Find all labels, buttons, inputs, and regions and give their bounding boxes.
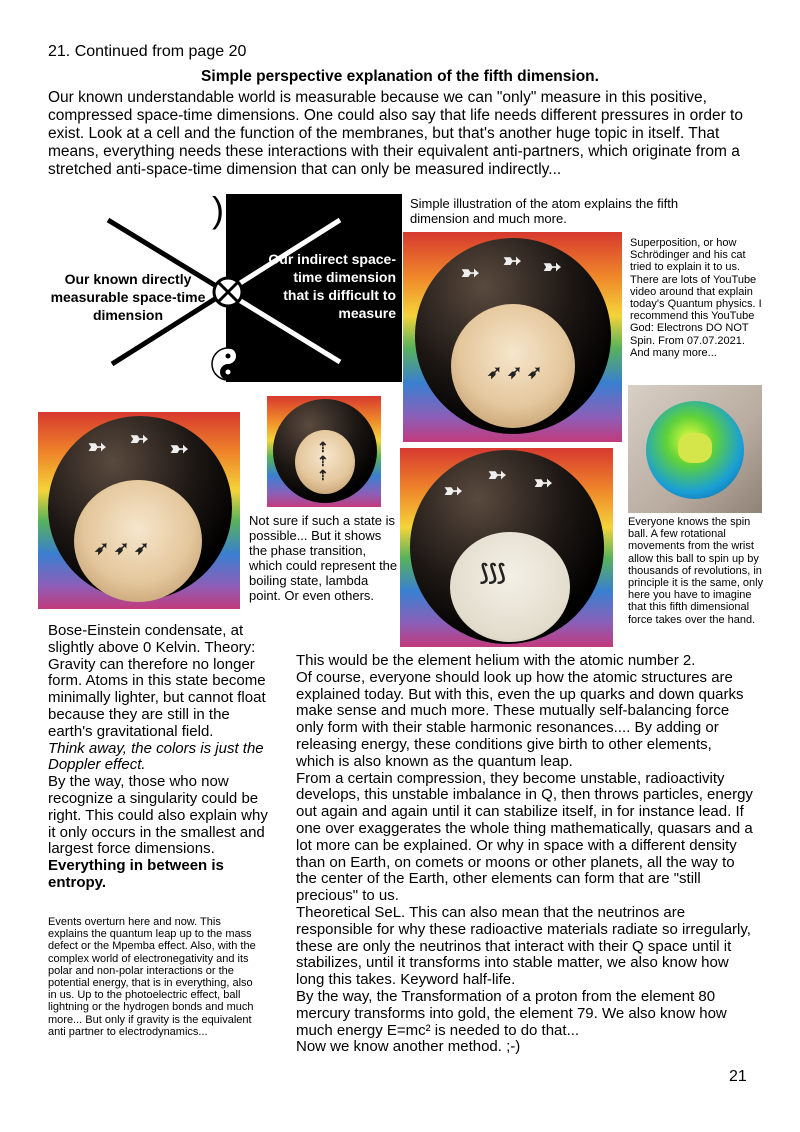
spinball-caption: Everyone knows the spin ball. A few rotational movements from the wrist allow this ball to spin up by thousands of revolutions, in principle it is the same, only here you have to imagine that this fifth dimensional force takes over the hand. — [628, 516, 764, 626]
continued-header: 21. Continued from page 20 — [48, 43, 247, 60]
left-column — [48, 623, 268, 892]
yin-yang-icon — [212, 348, 244, 380]
dimension-diagram — [40, 189, 402, 386]
phase-transition-photo: ⇡ ⇡ ⇡ — [267, 396, 381, 507]
singularity-paragraph: By the way, those who now recognize a singularity could be right. This could also explain why it only occurs in the smallest and largest force dimensions. — [48, 773, 268, 858]
intro-paragraph: Our known understandable world is measurable because we can "only" measure in this positive, compressed space-time dimensions. One could also say that life needs different pressures in order to exist. Look at a cell and the function of the membranes, but that's another huge topic in itself. That means, everything needs these interactions with their equivalent anti-partners, which originate from a stretched anti-space-time dimension that can only be measured indirectly... — [48, 89, 743, 178]
right-dimension-label: Our indirect space-time dimension that is difficult to measure — [268, 251, 396, 321]
events-note: Events overturn here and now. This explains the quantum leap up to the mass defect or the Mpemba effect. Also, with the complex world of electronegativity and its polar and non-polar interactions or the potential energy, that is in everything, also in us. Up to the photoelectric effect, ball lightning or the hydrogen bonds and much more... But only if gravity is the equivalent anti partner to electrodynamics... — [48, 916, 256, 1038]
page-number: 21 — [729, 1068, 747, 1085]
helium-body-text: This would be the element helium with the atomic number 2. Of course, everyone should look up how the atomic structures are explained today. But with this, even the up quarks and down quarks make sense and much more. These mutually self-balancing force only form with their stable harmonic resonances.... By adding or releasing energy, these conditions give birth to other elements, which is also known as the quantum leap. From a certain compression, they become unstable, radioactivity develops, this unstable imbalance in Q, then throws particles, energy out again and again until it can stabilize itself, in for instance lead. If one over exaggerates the whole thing mathematically, quasars and a lot more can be explained. Or why in space with a different density than on Earth, on comets or moons or other planets, all the way to the center of the Earth, other elements can form that are "still precious" to us. Theoretical SeL. This can also mean that the neutrinos are responsible for why these radioactive materials radiate so irregularly, these are only the neutrinos that interact with their Q space until it stabilizes, until it transforms into stable matter, we also know how long this takes. Keyword half-life. By the way, the Transformation of a proton from the element 80 mercury transforms into gold, the element 79. We also know how much energy E=mc² is needed to do that... Now we know another method. ;-) — [296, 652, 753, 1056]
bracket-glyph: )( — [212, 189, 236, 230]
helium-atom-photo: ➳ ➳ ➳ ⟆⟆⟆ — [400, 448, 613, 647]
atom-photo: ➳ ➳ ➳ ➶ ➶ ➶ — [403, 232, 622, 442]
condensate-photo: ➳ ➳ ➳ ➶ ➶ ➶ — [38, 412, 240, 609]
doppler-note: Think away, the colors is just the Doppler effect. — [48, 739, 264, 774]
entropy-statement: Everything in between is entropy. — [48, 857, 224, 891]
left-dimension-label: Our known directly measurable space-time dimension — [50, 271, 206, 323]
spin-ball-photo — [628, 385, 762, 513]
condensate-paragraph: Bose-Einstein condensate, at slightly above 0 Kelvin. Theory: Gravity can therefore no longer form. Atoms in this state become minimally lighter, but cannot float because they are still in the earth's gravitational field. — [48, 622, 266, 740]
atom-caption: Simple illustration of the atom explains the fifth dimension and much more. — [410, 196, 679, 226]
superposition-caption: Superposition, or how Schrödinger and his cat tried to explain it to us. There are lots of YouTube video around that explain today's Quantum physics. I recommend this YouTube God: Electrons DO NOT Spin. From 07.07.2021. And many more... — [630, 237, 762, 359]
page-title: Simple perspective explanation of the fifth dimension. — [201, 68, 599, 85]
phase-caption: Not sure if such a state is possible... But it shows the phase transition, which could represent the boiling state, lambda point. Or even others. — [249, 513, 398, 603]
